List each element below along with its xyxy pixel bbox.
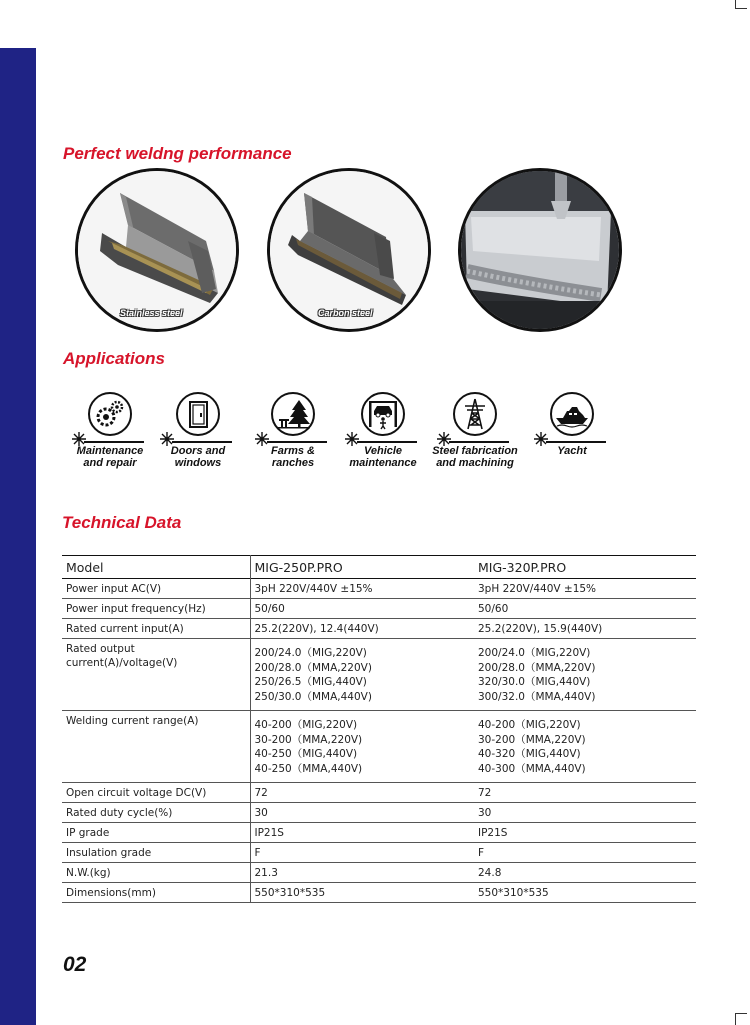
value-line: 200/24.0（MIG,220V) — [254, 647, 367, 659]
side-color-band — [0, 48, 36, 1025]
value-cell — [250, 599, 474, 619]
application-farms — [245, 392, 345, 482]
value-cell — [474, 599, 696, 619]
value-line: 25.2(220V), 15.9(440V) — [478, 623, 603, 635]
application-maintenance — [62, 392, 162, 482]
header-cell: Model — [62, 556, 250, 579]
yacht-icon — [550, 392, 594, 436]
underline — [357, 441, 417, 443]
value-cell — [250, 639, 474, 711]
value-cell — [250, 711, 474, 783]
row-label: Rated duty cycle(%) — [62, 803, 250, 823]
spark-icon — [437, 432, 451, 446]
value-line: F — [478, 847, 485, 859]
application-label: Vehicle maintenance — [349, 445, 417, 469]
sample-label: Carbon steel — [318, 308, 373, 318]
value-line: 30-200（MMA,220V) — [254, 733, 363, 746]
value-cell — [474, 803, 696, 823]
underline — [172, 441, 232, 443]
application-vehicle — [335, 392, 435, 482]
value-cell — [250, 619, 474, 639]
stainless-steel-weld-sample — [75, 168, 239, 332]
application-label: Farms & ranches — [270, 445, 316, 469]
value-line: 320/30.0（MIG,440V) — [478, 676, 591, 688]
page-number: 02 — [63, 953, 87, 976]
row-label: Power input frequency(Hz) — [62, 599, 250, 619]
header-cell: MIG-250P.PRO — [254, 560, 343, 575]
row-label: Rated output current(A)/voltage(V) — [62, 639, 250, 711]
table-header-row — [62, 556, 696, 579]
crop-mark-bottom-right-h — [735, 1013, 747, 1014]
value-cell — [250, 863, 474, 883]
value-cell — [250, 823, 474, 843]
table-row — [62, 823, 696, 843]
value-line: 30 — [478, 807, 492, 819]
carbon-steel-weld-sample — [267, 168, 431, 332]
value-line: 24.8 — [478, 867, 502, 879]
value-cell — [250, 883, 474, 903]
value-cell — [474, 843, 696, 863]
value-line: 550*310*535 — [478, 887, 549, 899]
applications-title: Applications — [63, 349, 166, 368]
row-label: IP grade — [62, 823, 250, 843]
value-cell — [474, 863, 696, 883]
spark-icon — [534, 432, 548, 446]
value-cell — [250, 579, 474, 599]
value-line: 200/24.0（MIG,220V) — [478, 647, 591, 659]
value-line: 21.3 — [254, 867, 278, 879]
weld-bead-closeup — [458, 168, 622, 332]
row-label: Rated current input(A) — [62, 619, 250, 639]
underline — [546, 441, 606, 443]
spark-icon — [72, 432, 86, 446]
value-line: 72 — [478, 787, 492, 799]
value-line: 25.2(220V), 12.4(440V) — [254, 623, 379, 635]
value-line: 250/26.5（MIG,440V) — [254, 676, 367, 688]
sample-label: Stainless steel — [120, 308, 183, 318]
vehicle-lift-icon — [361, 392, 405, 436]
value-line: 550*310*535 — [254, 887, 326, 899]
value-line: 250/30.0（MMA,440V) — [254, 690, 372, 703]
steel-tower-icon — [453, 392, 497, 436]
value-line: 72 — [254, 787, 268, 799]
header-cell: MIG-320P.PRO — [478, 560, 567, 575]
underline — [449, 441, 509, 443]
value-cell — [474, 639, 696, 711]
table-row — [62, 863, 696, 883]
crop-mark-bottom-right — [735, 1013, 736, 1025]
application-steel — [427, 392, 527, 482]
value-line: 40-200（MIG,220V) — [478, 719, 581, 731]
table-row — [62, 843, 696, 863]
spark-icon — [160, 432, 174, 446]
value-cell — [250, 843, 474, 863]
value-line: 50/60 — [254, 603, 285, 615]
value-line: 40-200（MIG,220V) — [254, 719, 358, 731]
row-label: Dimensions(mm) — [62, 883, 250, 903]
value-line: 3pH 220V/440V ±15% — [478, 583, 597, 595]
value-cell — [474, 711, 696, 783]
value-line: 40-250（MIG,440V) — [254, 748, 358, 760]
application-label: Yacht — [557, 445, 587, 457]
application-doors — [150, 392, 250, 482]
value-cell — [250, 783, 474, 803]
application-label: Maintenance and repair — [76, 445, 144, 469]
value-line: 30 — [254, 807, 268, 819]
value-line: 200/28.0（MMA,220V) — [254, 661, 372, 674]
underline — [84, 441, 144, 443]
farm-tree-icon — [271, 392, 315, 436]
row-label: N.W.(kg) — [62, 863, 250, 883]
technical-title: Technical Data — [62, 513, 182, 532]
spec-table — [62, 555, 696, 903]
value-line: 50/60 — [478, 603, 509, 615]
table-row — [62, 639, 696, 711]
value-cell — [474, 883, 696, 903]
table-row — [62, 619, 696, 639]
table-row — [62, 599, 696, 619]
value-cell — [474, 783, 696, 803]
value-cell — [474, 619, 696, 639]
table-row — [62, 783, 696, 803]
table-row — [62, 711, 696, 783]
crop-mark-top-right — [735, 0, 736, 8]
value-line: 300/32.0（MMA,440V) — [478, 690, 596, 703]
spark-icon — [345, 432, 359, 446]
value-line: F — [254, 847, 261, 859]
table-row — [62, 579, 696, 599]
underline — [267, 441, 327, 443]
table-row — [62, 883, 696, 903]
table-row — [62, 803, 696, 823]
spark-icon — [255, 432, 269, 446]
value-line: 40-250（MMA,440V) — [254, 762, 363, 775]
row-label: Open circuit voltage DC(V) — [62, 783, 250, 803]
row-label: Welding current range(A) — [62, 711, 250, 783]
value-cell — [250, 803, 474, 823]
value-line: 3pH 220V/440V ±15% — [254, 583, 373, 595]
value-line: 200/28.0（MMA,220V) — [478, 661, 596, 674]
value-cell — [474, 823, 696, 843]
row-label: Insulation grade — [62, 843, 250, 863]
application-label: Doors and windows — [170, 445, 226, 469]
crop-mark-top-right-h — [735, 8, 747, 9]
application-label: Steel fabrication and machining — [432, 445, 518, 469]
application-yacht — [524, 392, 624, 482]
row-label: Power input AC(V) — [62, 579, 250, 599]
value-line: 30-200（MMA,220V) — [478, 733, 586, 746]
value-line: 40-300（MMA,440V) — [478, 762, 586, 775]
value-line: 40-320（MIG,440V) — [478, 748, 581, 760]
value-line: IP21S — [478, 827, 508, 839]
door-icon — [176, 392, 220, 436]
gears-icon — [88, 392, 132, 436]
performance-title: Perfect weldng performance — [63, 144, 292, 163]
value-cell — [474, 579, 696, 599]
value-line: IP21S — [254, 827, 284, 839]
